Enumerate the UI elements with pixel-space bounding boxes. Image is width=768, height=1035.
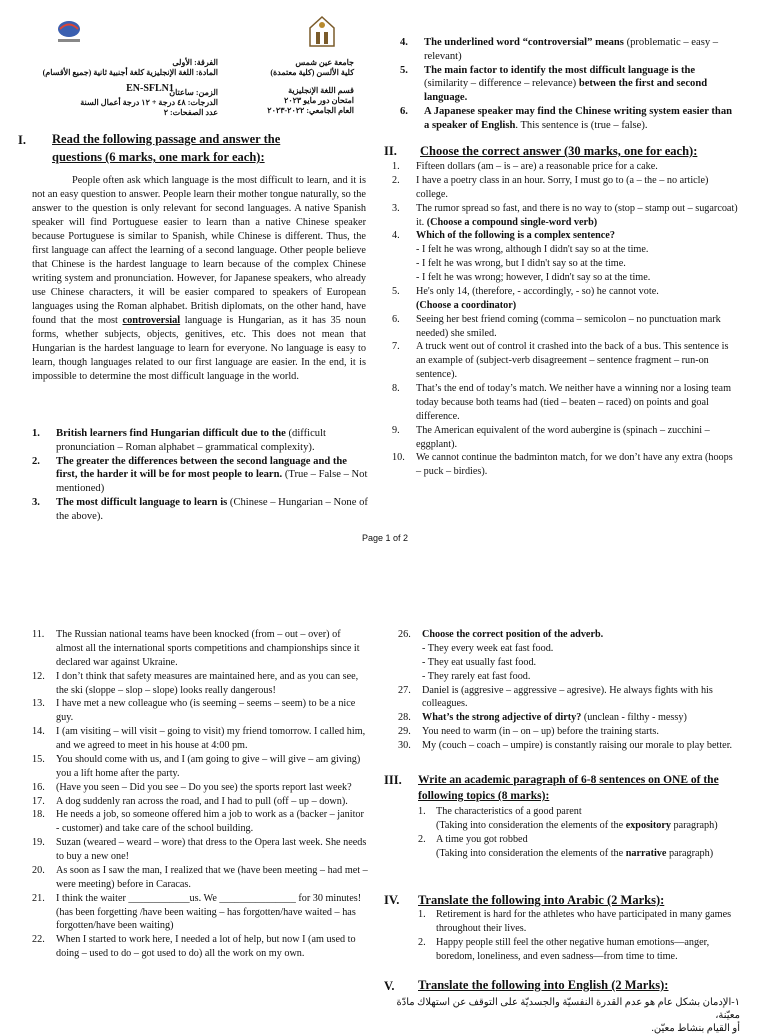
mcq-item	[398, 739, 740, 753]
q-number: 26.	[398, 629, 411, 640]
mcq-item	[392, 313, 738, 341]
passage-text: People often ask which language is the most difficult to learn, and it is not an easy question to answer. People learn their mother tongue naturally, so the answer to the question is only relevant for second languages. A native Spanish speaker will find Portuguese easier to learn than a native Chinese speaker because Portuguese is similar to Spanish, while Chinese is different. Thus, the first language can affect the learning of a second language. Other people believe that Chinese is the hardest language to learn because of the complex Chinese writing system and pronunciation. However, for Japanese speakers, who already use Chinese characters, it will be easier compared to speakers of European languages using the Roman alphabet. British diplomats, on the other hand, have found that the most	[32, 175, 366, 326]
header-line: الدرجات: ٤٨ درجة + ١٢ درجة أعمال السنة	[80, 98, 218, 107]
q-number: 5.	[392, 285, 400, 297]
mcq-item	[392, 451, 738, 479]
arabic-line: ١-الإدمان بشكل عام هو عدم القدرة النفسيّة والجسديّة على التوقف عن استهلاك مادّة معيّنة،	[396, 997, 740, 1021]
q-number: 14.	[32, 726, 45, 738]
mcq-item	[32, 808, 368, 836]
note-emphasis: expository	[625, 819, 671, 831]
q-number: 11.	[32, 629, 45, 640]
header-line: المادة: اللغة الإنجليزية كلغة أجنبية ثانية (جميع الأقسام)	[42, 68, 218, 77]
comprehension-questions-b	[400, 36, 736, 132]
question-item	[400, 64, 736, 105]
q-text: I have met a new colleague who (is seeming – seems – seem) to be a nice guy.	[56, 698, 356, 724]
mcq-item	[392, 382, 738, 424]
q-text: I (am visiting – will visit – going to visit) my friend tomorrow. I called him, and we agreed to meet in his house at 4:00 pm.	[56, 726, 366, 751]
item-number: 2.	[418, 936, 426, 948]
q-number: 15.	[32, 753, 45, 765]
q-number: 1.	[392, 161, 400, 172]
q-instruction: What’s the strong adjective of dirty?	[422, 712, 582, 724]
topic-note	[436, 847, 738, 861]
header-line: امتحان دور مايو ٢٠٢٣	[284, 96, 354, 105]
q-stem: The underlined word “controversial” means	[424, 37, 624, 48]
header-line: الفرقة: الأولى	[172, 58, 218, 67]
mcq-item	[392, 424, 738, 452]
q-number: 1.	[32, 428, 40, 439]
note-text: paragraph)	[670, 819, 718, 831]
question-item	[400, 36, 736, 64]
section-title: Write an academic paragraph of 6-8 sentences on ONE of the following topics (8 marks):	[418, 774, 719, 803]
q-stem: British learners find Hungarian difficult due to the	[56, 428, 286, 439]
title-line: questions (6 marks, one mark for each):	[52, 150, 265, 165]
topic-number: 2.	[418, 833, 426, 845]
comprehension-questions-a	[32, 427, 368, 523]
mcq-item	[32, 933, 368, 961]
note-text: (Taking into consideration the elements of the	[436, 847, 626, 859]
mcq-item	[392, 340, 738, 382]
mcq-item	[392, 174, 738, 202]
q-text: My (couch – coach – umpire) is constantly raising our morale to play better.	[422, 740, 733, 751]
topic-item	[418, 833, 738, 861]
mcq-item	[32, 892, 368, 934]
faculty-logo	[52, 18, 86, 46]
q-stem: The greater the differences between the second language and the first, the harder it will be for most people to learn.	[56, 455, 348, 481]
question-item	[32, 496, 368, 524]
translation-to-english	[392, 996, 740, 1035]
q-number: 3.	[392, 202, 400, 214]
option-line: - I felt he was wrong, although I didn't say so at the time.	[416, 244, 649, 256]
topic-text: The characteristics of a good parent	[436, 806, 582, 817]
q-text: I think the waiter ____________us. We _______________ for 30 minutes! (has been forgetting /have been waiting – has forgotten/have waited – has forgotten/have been waiting)	[56, 892, 362, 932]
q-number: 2.	[32, 455, 40, 467]
topic-text: A time you got robbed	[436, 833, 528, 845]
q-number: 13.	[32, 698, 45, 710]
q-text: The American equivalent of the word aubergine is (spinach – zucchini – eggplant).	[416, 424, 710, 450]
writing-topics	[418, 805, 738, 861]
q-number: 12.	[32, 670, 45, 682]
q-instruction: (Choose a compound single-word verb)	[426, 216, 598, 228]
q-number: 3.	[32, 496, 40, 508]
q-number: 6.	[392, 313, 400, 325]
q-instruction: Which of the following is a complex sentence?	[416, 230, 615, 242]
title-line: Read the following passage and answer the	[52, 132, 281, 146]
option-line: - They every week eat fast food.	[422, 642, 554, 654]
q-text: A truck went out of control it crashed into the back of a bus. This sentence is an example of (subject-verb disagreement – sentence fragment – run-on sentence).	[416, 341, 729, 381]
q-text: He's only 14, (therefore, - accordingly, - so) he cannot vote.	[416, 285, 659, 297]
q-number: 6.	[400, 105, 408, 117]
q-options: (similarity – difference – relevance)	[424, 78, 579, 90]
q-number: 5.	[400, 64, 408, 76]
header-line: جامعة عين شمس	[295, 58, 354, 67]
header-line: قسم اللغة الإنجليزية	[288, 86, 354, 95]
q-number: 10.	[392, 452, 405, 464]
q-number: 9.	[392, 424, 400, 436]
mcq-item	[392, 285, 738, 313]
note-text: (Taking into consideration the elements of the	[436, 819, 626, 831]
header-line: الزمن: ساعتان	[169, 88, 218, 97]
mcq-item	[32, 725, 368, 753]
option-line: - I felt he was wrong; however, I didn't say so at the time.	[416, 272, 651, 283]
mcq-item	[398, 711, 740, 725]
mcq-item	[32, 670, 368, 698]
q-text: We cannot continue the badminton match, for we don’t have any extra (hoops – puck – birdies).	[416, 452, 733, 478]
topic-note	[436, 819, 738, 833]
q-text: Fifteen dollars (am – is – are) a reasonable price for a cake.	[416, 161, 658, 172]
q-number: 22.	[32, 934, 45, 946]
option-line: - They eat usually fast food.	[422, 656, 537, 668]
reading-passage	[32, 174, 366, 384]
section-roman: IV.	[384, 893, 400, 907]
mcq-item	[32, 753, 368, 781]
item-number: 1.	[418, 909, 426, 920]
q-options: (True – False – Not mentioned)	[56, 469, 368, 495]
mcq-list-c	[398, 628, 740, 753]
topic-item	[418, 805, 738, 833]
q-stem: The most difficult language to learn is	[56, 496, 228, 508]
mcq-item	[392, 202, 738, 230]
section-title: Choose the correct answer (30 marks, one for each):	[420, 144, 698, 158]
section-roman: III.	[384, 773, 402, 787]
q-text: You need to warm (in – on – up) before the training starts.	[422, 726, 659, 738]
mcq-item	[392, 229, 738, 285]
q-text: When I started to work here, I needed a lot of help, but now I (am used to doing – used to do – got used to do) all the work on my own.	[56, 934, 356, 960]
q-text: I don’t think that safety measures are maintained here, and as you can see, the ski (sloppe – slop – slope) looks really dangerous!	[56, 670, 359, 696]
option-line: - I felt he was wrong, but I didn't say so at the time.	[416, 258, 626, 270]
mcq-item	[398, 725, 740, 739]
mcq-item	[398, 684, 740, 712]
q-text: The rumor spread so fast, and there is no way to (stop – stamp out – sugarcoat) it.	[416, 202, 738, 228]
arabic-line: أو القيام بنشاط معيّن.	[651, 1023, 740, 1034]
q-number: 30.	[398, 740, 411, 751]
question-item	[32, 455, 368, 496]
topic-number: 1.	[418, 806, 426, 817]
q-instruction: Choose the correct position of the adverb.	[422, 629, 604, 640]
q-text: That’s the end of today’s match. We neither have a winning nor a losing team today because both teams had (tied – beaten – raced) on points and goal difference.	[416, 383, 731, 422]
mcq-item	[32, 864, 368, 892]
q-number: 19.	[32, 837, 45, 849]
q-text: Daniel is (aggresive – aggressive – agresive). He always fights with his colleagues.	[422, 684, 713, 710]
q-options: (difficult pronunciation – Roman alphabet – grammatical complexity).	[56, 428, 326, 453]
mcq-item	[398, 628, 740, 684]
note-text: paragraph)	[666, 847, 714, 859]
q-text: You should come with us, and I (am going to give – will give – am giving) you a lift home after the party.	[56, 753, 361, 779]
option-line: - They rarely eat fast food.	[422, 670, 531, 682]
mcq-list-b	[32, 628, 368, 961]
passage-text: language is Hungarian, as it has 35 noun forms, whether subjects, objects, genitives, etc. This does not mean that Hungarian is the hardest language to learn for everyone. No language is easy to learn, though languages related to our first language are easier. In the end, it is impossible to determine the most difficult language in the world.	[32, 315, 366, 382]
course-code: EN-SFLN1	[126, 83, 174, 94]
header-line: العام الجامعي: ٢٠٢٢-٢٠٢٣	[267, 106, 354, 115]
question-item	[32, 427, 368, 455]
q-number: 2.	[392, 174, 400, 186]
section-title	[52, 130, 352, 166]
q-stem: The main factor to identify the most difficult language is the	[424, 64, 696, 76]
translation-to-arabic	[418, 908, 738, 964]
page-number: Page 1 of 2	[362, 533, 409, 543]
q-number: 28.	[398, 712, 411, 724]
q-stem: A Japanese speaker may find the Chinese writing system easier than a speaker of English	[424, 105, 733, 131]
mcq-item	[32, 781, 368, 795]
mcq-item	[32, 795, 368, 809]
section-roman: V.	[384, 979, 395, 993]
underlined-word: controversial	[122, 315, 181, 326]
q-text: He needs a job, so someone offered him a job to work as a (backer – janitor - customer) and take care of the school building.	[56, 809, 364, 835]
section-roman: II.	[384, 144, 397, 158]
q-stem: between the first and second language.	[424, 78, 708, 104]
question-item	[400, 105, 736, 133]
q-number: 17.	[32, 795, 45, 807]
q-number: 18.	[32, 809, 45, 821]
q-number: 27.	[398, 684, 411, 696]
mcq-item	[32, 836, 368, 864]
translate-item	[418, 936, 738, 964]
q-text: A dog suddenly ran across the road, and I had to pull (off – up – down).	[56, 795, 348, 807]
mcq-item	[32, 628, 368, 670]
q-options: (Chinese – Hungarian – None of the above).	[56, 496, 368, 522]
q-number: 16.	[32, 781, 45, 793]
item-text: Retirement is hard for the athletes who have participated in many games throughout their lives.	[436, 909, 732, 934]
section-title: Translate the following into English (2 Marks):	[418, 978, 669, 992]
q-number: 8.	[392, 383, 400, 394]
q-text: (unclean - filthy - messy)	[581, 712, 687, 724]
q-text: Suzan (weared – weard – wore) that dress to the Opera last week. She needs to buy a new one!	[56, 837, 367, 862]
q-text: (Have you seen – Did you see – Do you see) the sports report last week?	[56, 781, 352, 793]
q-number: 29.	[398, 726, 411, 738]
q-text: As soon as I saw the man, I realized that we (have been meeting – had met – were meeting) before in Caracas.	[56, 864, 368, 890]
translate-item	[418, 908, 738, 936]
q-number: 4.	[392, 230, 400, 242]
header-line: عدد الصفحات: ٢	[163, 108, 218, 117]
q-number: 7.	[392, 341, 400, 353]
q-number: 4.	[400, 37, 408, 48]
q-number: 21.	[32, 892, 45, 904]
mcq-list-a	[392, 160, 738, 479]
header-right-arabic	[250, 58, 354, 116]
mcq-item	[32, 697, 368, 725]
q-options: . This sentence is (true – false).	[515, 119, 648, 131]
section-roman: I.	[18, 133, 26, 147]
university-logo	[304, 14, 340, 50]
header-line: كلية الألسن (كلية معتمدة)	[270, 68, 354, 77]
mcq-item	[392, 160, 738, 174]
q-text: I have a poetry class in an hour. Sorry, I must go to (a – the – no article) college.	[416, 174, 709, 200]
q-instruction: (Choose a coordinator)	[416, 299, 517, 311]
q-text: The Russian national teams have been knocked (from – out – over) of almost all the international sports competitions and championships since it declared war against Ukraine.	[56, 629, 360, 668]
q-number: 20.	[32, 864, 45, 876]
note-emphasis: narrative	[625, 847, 667, 859]
item-text: Happy people still feel the other negative human emotions—anger, boredom, loneliness, and even sadness—from time to time.	[436, 936, 710, 962]
q-options: (problematic – easy – relevant)	[424, 37, 719, 62]
q-text: Seeing her best friend coming (comma – semicolon – no punctuation mark needed) she smiled.	[416, 313, 721, 339]
section-title: Translate the following into Arabic (2 Marks):	[418, 893, 665, 907]
